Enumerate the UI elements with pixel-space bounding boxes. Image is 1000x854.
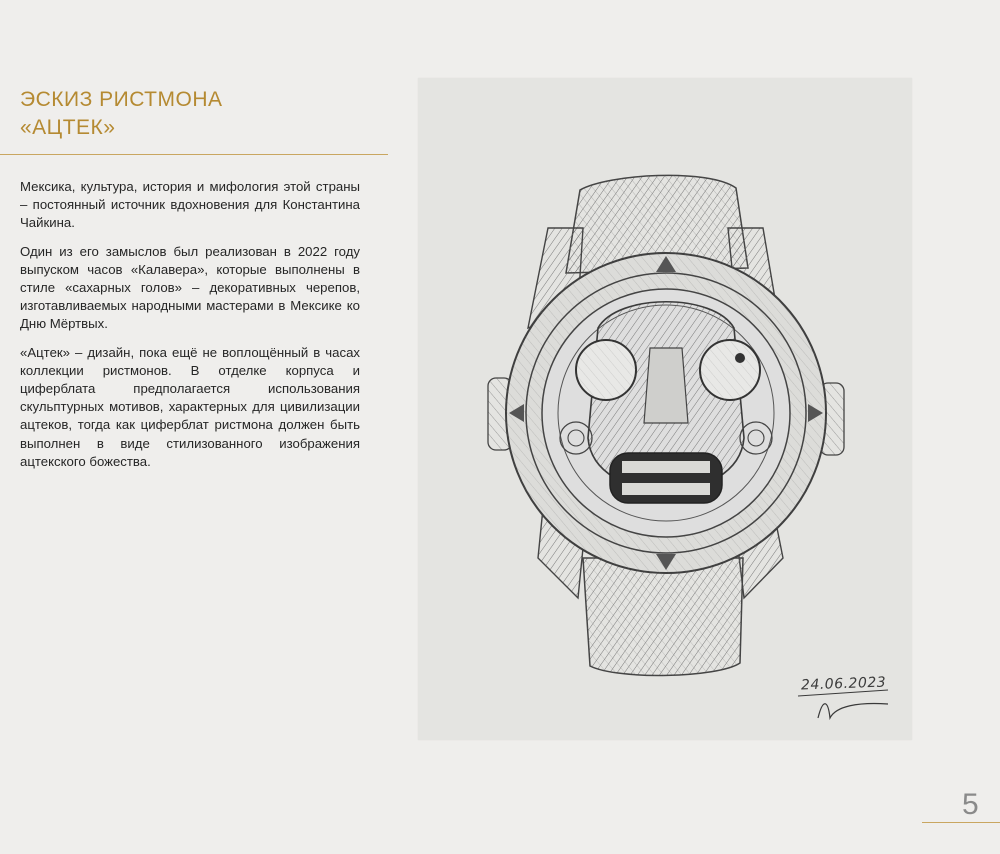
page-title-line1: ЭСКИЗ РИСТМОНА [20,88,223,111]
page-title-line2: «АЦТЕК» [20,116,116,139]
body-text [20,178,360,481]
sketch-date: 24.06.2023 [800,674,887,694]
title-divider [0,154,388,155]
watch-sketch-drawing [418,78,912,740]
paragraph-1: Мексика, культура, история и мифология этой страны – постоянный источник вдохновения для Константина Чайкина. [20,179,360,231]
sketch-image [418,78,912,740]
page-number: 5 [962,788,979,821]
paragraph-2: Один из его замыслов был реализован в 2022 году выпуском часов «Калавера», которые выполнены в стиле «сахарных голов» – декоративных черепов, изготавливаемых народными мастерами в Мексике ко Дню Мёртвых. [20,243,360,332]
paragraph-3: «Ацтек» – дизайн, пока ещё не воплощённый в часах коллекции ристмонов. В отделке корпуса и циферблата предполагается использования скульптурных мотивов, характерных для цивилизации ацтеков, тогда как циферблат ристмона должен быть выполнен в виде стилизованного изображения ацтекского божества. [20,344,360,469]
page-number-divider [922,822,1000,823]
page-title [20,86,380,142]
